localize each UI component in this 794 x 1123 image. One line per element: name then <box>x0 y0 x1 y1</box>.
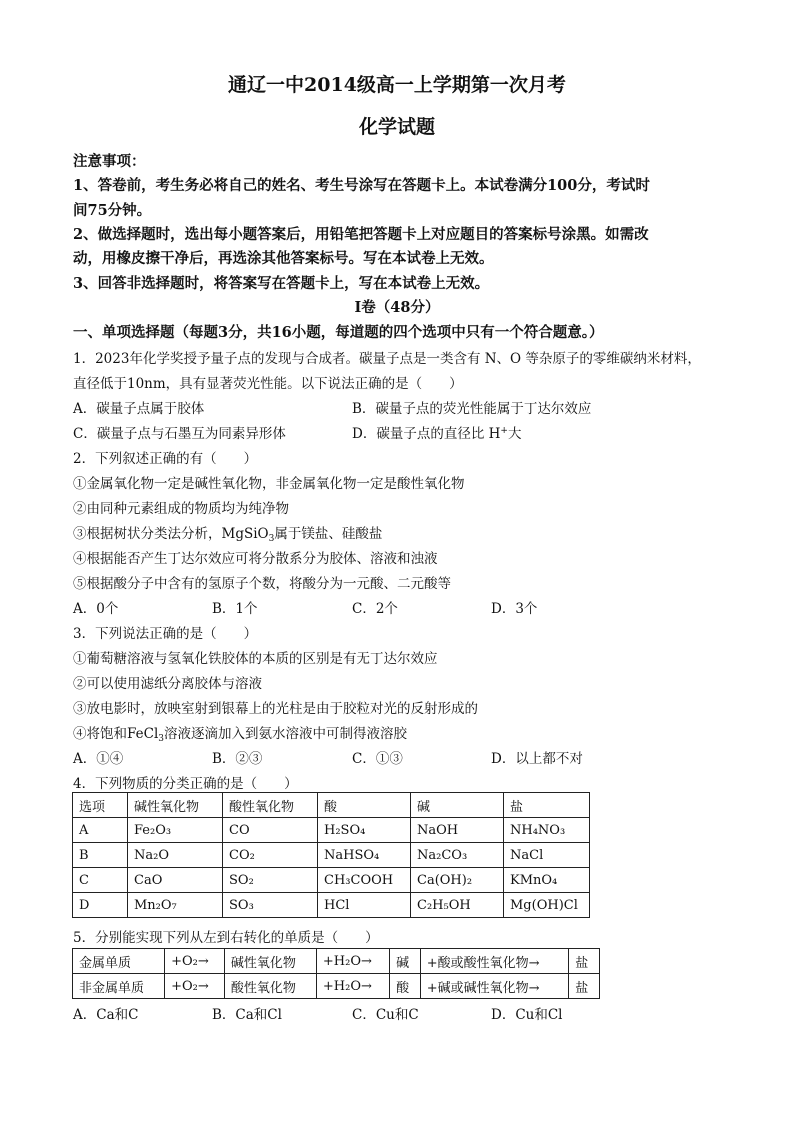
table-cell: 酸性氧化物 <box>224 974 316 999</box>
table-cell: Na₂CO₃ <box>411 843 504 868</box>
q1-option-b: B．碳量子点的荧光性能属于丁达尔效应 <box>352 401 592 417</box>
table-cell: C <box>73 868 128 893</box>
table-cell: KMnO₄ <box>504 868 590 893</box>
table-cell: CO₂ <box>223 843 318 868</box>
table-cell: SO₃ <box>223 893 318 918</box>
q3-statement-3: ③放电影时，放映室射到银幕上的光柱是由于胶粒对光的反射形成的 <box>73 701 478 717</box>
table-cell: H₂SO₄ <box>318 818 411 843</box>
table-cell: Fe₂O₃ <box>128 818 223 843</box>
notes-heading: 注意事项： <box>73 153 146 170</box>
q5-option-b: B．Ca和Cl <box>212 1007 282 1023</box>
q1-option-c: C．碳量子点与石墨互为同素异形体 <box>73 426 286 442</box>
q2-statement-5: ⑤根据酸分子中含有的氢原子个数，将酸分为一元酸、二元酸等 <box>73 576 451 592</box>
note-1a: 1、答卷前，考生务必将自己的姓名、考生号涂写在答题卡上。本试卷满分100分，考试时 <box>73 177 650 194</box>
q1-stem-a: 1．2023年化学奖授予量子点的发现与合成者。碳量子点是一类含有 N、O 等杂原子的零维碳纳米材料， <box>73 351 701 367</box>
note-3: 3、回答非选择题时，将答案写在答题卡上，写在本试卷上无效。 <box>73 275 490 292</box>
note-2a: 2、做选择题时，选出每小题答案后，用铅笔把答题卡上对应题目的答案标号涂黑。如需改 <box>73 226 649 243</box>
q5-conversion-table <box>72 948 600 999</box>
table-cell: CH₃COOH <box>318 868 411 893</box>
q3-option-a: A．①④ <box>73 751 124 767</box>
q4-classification-table <box>72 792 590 918</box>
table-cell: +O₂→ <box>165 949 225 974</box>
table-cell: Mg(OH)Cl <box>504 893 590 918</box>
table-cell: CaO <box>128 868 223 893</box>
table-header-cell: 碱性氧化物 <box>128 793 223 818</box>
table-cell: 盐 <box>569 949 600 974</box>
q3-statement-2: ②可以使用滤纸分离胶体与溶液 <box>73 676 262 692</box>
table-cell: 金属单质 <box>73 949 165 974</box>
table-cell: HCl <box>318 893 411 918</box>
table-header-cell: 酸性氧化物 <box>223 793 318 818</box>
q3-stem: 3．下列说法正确的是（ ） <box>73 626 258 642</box>
exam-subtitle: 化学试题 <box>358 116 435 138</box>
table-cell: 酸 <box>390 974 421 999</box>
exam-title: 通辽一中2014级高一上学期第一次月考 <box>228 74 566 96</box>
table-header-cell: 选项 <box>73 793 128 818</box>
table-cell: SO₂ <box>223 868 318 893</box>
q3-option-d: D．以上都不对 <box>491 751 583 767</box>
q1-option-a: A．碳量子点属于胶体 <box>73 401 205 417</box>
q2-stem: 2．下列叙述正确的有（ ） <box>73 451 258 467</box>
table-cell: +H₂O→ <box>316 974 389 999</box>
q2-statement-4: ④根据能否产生丁达尔效应可将分散系分为胶体、溶液和浊液 <box>73 551 438 567</box>
q5-stem: 5．分别能实现下列从左到右转化的单质是（ ） <box>73 930 379 946</box>
q1-stem-b: 直径低于10nm，具有显著荧光性能。以下说法正确的是（ ） <box>73 376 463 392</box>
table-cell: A <box>73 818 128 843</box>
q5-option-a: A．Ca和C <box>73 1007 139 1023</box>
q2-option-b: B．1个 <box>212 601 258 617</box>
table-row <box>73 893 590 918</box>
table-cell: C₂H₅OH <box>411 893 504 918</box>
q2-option-d: D．3个 <box>491 601 538 617</box>
q2-statement-2: ②由同种元素组成的物质均为纯净物 <box>73 501 289 517</box>
table-header-cell: 碱 <box>411 793 504 818</box>
table-header-cell: 盐 <box>504 793 590 818</box>
table-cell: +酸或酸性氧化物→ <box>420 949 568 974</box>
table-cell: D <box>73 893 128 918</box>
table-cell: +O₂→ <box>165 974 225 999</box>
table-row <box>73 818 590 843</box>
table-cell: +H₂O→ <box>316 949 389 974</box>
table-row <box>73 868 590 893</box>
note-2b: 动，用橡皮擦干净后，再选涂其他答案标号。写在本试卷上无效。 <box>73 250 494 267</box>
table-cell: 碱 <box>390 949 421 974</box>
table-cell: NaOH <box>411 818 504 843</box>
q2-option-c: C．2个 <box>352 601 398 617</box>
table-cell: NaCl <box>504 843 590 868</box>
q3-statement-1: ①葡萄糖溶液与氢氧化铁胶体的本质的区别是有无丁达尔效应 <box>73 651 438 667</box>
table-cell: +碱或碱性氧化物→ <box>420 974 568 999</box>
table-header-cell: 酸 <box>318 793 411 818</box>
table-cell: Mn₂O₇ <box>128 893 223 918</box>
q3-option-b: B．②③ <box>212 751 263 767</box>
q2-statement-1: ①金属氧化物一定是碱性氧化物，非金属氧化物一定是酸性氧化物 <box>73 476 465 492</box>
note-1b: 间75分钟。 <box>73 202 152 219</box>
table-cell: NH₄NO₃ <box>504 818 590 843</box>
table-cell: 碱性氧化物 <box>224 949 316 974</box>
table-header-row <box>73 793 590 818</box>
q2-option-a: A．0个 <box>73 601 119 617</box>
part1-heading: 一、单项选择题（每题3分，共16小题，每道题的四个选项中只有一个符合题意。） <box>73 324 604 341</box>
q1-option-d: D．碳量子点的直径比 H+大 <box>352 426 522 442</box>
table-cell: NaHSO₄ <box>318 843 411 868</box>
table-row <box>73 843 590 868</box>
q2-statement-3: ③根据树状分类法分析，MgSiO$_3$属于镁盐、硅酸盐 <box>73 526 383 544</box>
q3-option-c: C．①③ <box>352 751 403 767</box>
q5-option-d: D．Cu和Cl <box>491 1007 563 1023</box>
q3-statement-4: ④将饱和FeCl$_3$溶液逐滴加入到氨水溶液中可制得液溶胶 <box>73 726 407 744</box>
table-cell: Ca(OH)₂ <box>411 868 504 893</box>
table-cell: 非金属单质 <box>73 974 165 999</box>
table-cell: B <box>73 843 128 868</box>
table-row <box>73 949 600 974</box>
table-cell: CO <box>223 818 318 843</box>
q4-stem: 4．下列物质的分类正确的是（ ） <box>73 776 298 792</box>
table-row <box>73 974 600 999</box>
section-title: Ⅰ卷（48分） <box>354 299 440 316</box>
q5-option-c: C．Cu和C <box>352 1007 419 1023</box>
table-cell: 盐 <box>569 974 600 999</box>
table-cell: Na₂O <box>128 843 223 868</box>
